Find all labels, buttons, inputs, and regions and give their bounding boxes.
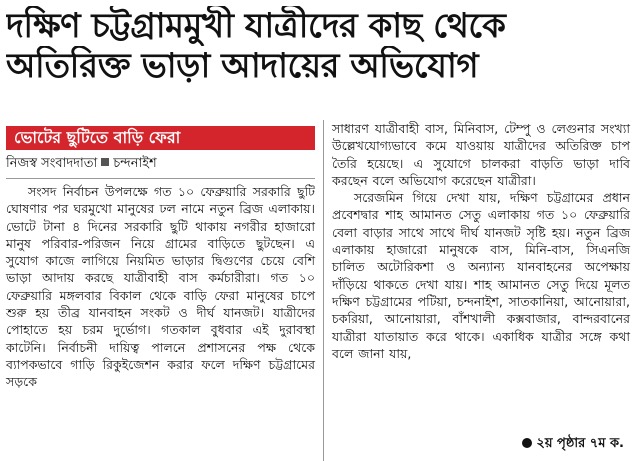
kicker-banner: ভোটের ছুটিতে বাড়ি ফেরা bbox=[6, 126, 315, 150]
headline-line-1: দক্ষিণ চট্টগ্রামমুখী যাত্রীদের কাছ থেকে bbox=[6, 6, 506, 46]
byline-rule bbox=[6, 178, 315, 179]
square-separator-icon bbox=[101, 158, 109, 166]
right-paragraph: সাধারণ যাত্রীবাহী বাস, মিনিবাস, টেম্পু ও লেগুনার সংখ্যা উল্লেখযোগ্যভাবে কমে যাওয়ায় যাত্রীদের অতিরিক্ত চাপ তৈরি হয়েছে। এ সুযোগে চালকরা বাড়তি ভাড়া দাবি করছেন বলে অভিযোগ করেছেন যাত্রীরা। bbox=[332, 121, 630, 188]
article-columns bbox=[6, 120, 630, 461]
left-column bbox=[6, 120, 324, 461]
left-paragraph: সংসদ নির্বাচন উপলক্ষে গত ১০ ফেব্রুয়ারি সরকারি ছুটি ঘোষণার পর ঘরমুখো মানুষের ঢল নামে নতুন ব্রিজ এলাকায়। ভোটে টানা ৪ দিনের সরকারি ছুটি থাকায় নগরীর হাজারো মানুষ পরিবার-পরিজন নিয়ে গ্রামের বাড়িতে ছুটছেন। এ সুযোগ কাজে লাগিয়ে নিয়মিত ভাড়ার দ্বিগুণের চেয়ে বেশি ভাড়া আদায় করছে যাত্রীবাহী বাস কর্মচারীরা। গত ১০ ফেব্রুয়ারি মঙ্গলবার বিকাল থেকে বাড়ি ফেরা মানুষের চাপে শুরু হয় তীব্র যানবাহন সংকট ও দীর্ঘ যানজট। যাত্রীদের পোহাতে হয় চরম দুর্ভোগ। গতকাল বুধবার এই দুরাবস্থা কাটেনি। নির্বাচনী দায়িত্ব পালনে প্রশাসনের পক্ষ থেকে ব্যাপকভাবে গাড়ি রিকুইজেশন করার ফলে দক্ষিণ চট্টগ্রামের সড়কে bbox=[6, 184, 315, 390]
continued-on-page bbox=[522, 434, 624, 455]
reporter: নিজস্ব সংবাদদাতা bbox=[6, 156, 98, 171]
right-column bbox=[324, 120, 630, 461]
bullet-icon bbox=[522, 438, 532, 448]
byline bbox=[6, 154, 315, 174]
headline-line-2: অতিরিক্ত ভাড়া আদায়ের অভিযোগ bbox=[6, 46, 479, 86]
dateline-location: চন্দনাইশ bbox=[113, 156, 157, 171]
continued-text: ২য় পৃষ্ঠার ৭ম ক. bbox=[536, 436, 624, 451]
right-paragraph: সরেজমিন গিয়ে দেখা যায়, দক্ষিণ চট্টগ্রামের প্রধান প্রবেশদ্বার শাহ আমানত সেতু এলাকায় গত ১০ ফেব্রুয়ারি বেলা বাড়ার সাথে সাথে দীর্ঘ যানজট সৃষ্টি হয়। নতুন ব্রিজ এলাকায় হাজারো মানুষকে বাস, মিনি-বাস, সিএনজি চালিত অটোরিকশা ও অন্যান্য যানবাহনের অপেক্ষায় দাঁড়িয়ে থাকতে দেখা যায়। শাহ আমানত সেতু দিয়ে মূলত দক্ষিণ চট্টগ্রামের পটিয়া, চন্দনাইশ, সাতকানিয়া, আনোয়ারা, চকরিয়া, আনোয়ারা, বাঁশখালী কক্সবাজার, বান্দরবানের যাত্রীরা যাতায়াত করে থাকে। একাধিক যাত্রীর সঙ্গে কথা বলে জানা যায়, bbox=[332, 190, 630, 361]
